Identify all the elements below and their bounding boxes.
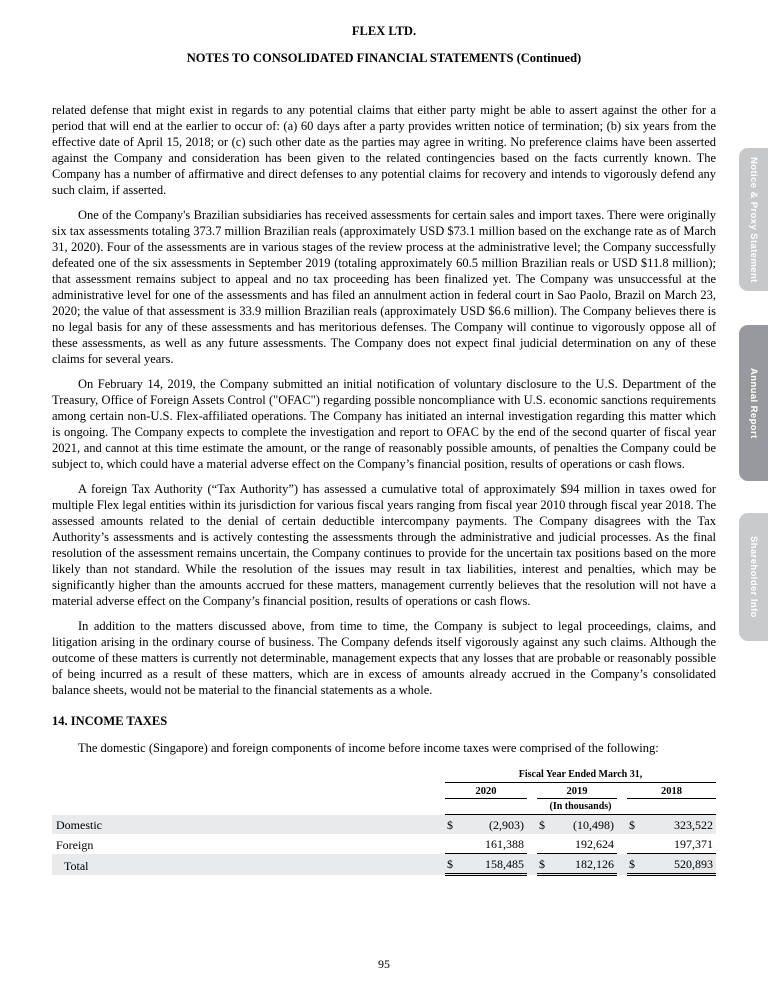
page-number: 95 xyxy=(378,957,390,971)
table-unit-row xyxy=(52,799,716,815)
paragraph-other-legal-matters: In addition to the matters discussed above, from time to time, the Company is subject to legal proceedings, claims, and litigation arising in the ordinary course of business. The Company defends itself vigorously against any such claims. Although the outcome of these matters is currently not determinable, management expects that any losses that are probable or reasonably possible of being incurred as a result of these matters, which are in excess of amounts already accrued in the Company’s consolidated balance sheets, would not be material to the financial statements as a whole. xyxy=(52,619,716,697)
row-label: Foreign xyxy=(56,837,94,852)
amount-cell: 158,485 xyxy=(461,854,527,875)
row-label: Total xyxy=(52,854,445,875)
currency-cell: $ xyxy=(537,815,553,835)
table-row-total xyxy=(52,854,716,875)
row-label: Domestic xyxy=(52,815,445,835)
amount-cell: 192,624 xyxy=(575,837,614,851)
paragraph-legal-defense: related defense that might exist in regards to any potential claims that either party might be able to assert against the other for a period that will end at the earlier to occur of: (a) 60 days after a party provides written notice of termination; (b) six years from the effective date of April 15, 2018; or (c) such other date as the parties may agree in writing. No preference claims have been asserted against the Company and consideration has been given to the related contingencies based on the facts currently known. The Company has a number of affirmative and direct defenses to any potential claims for recovery and intends to vigorously defend any such claim, if asserted. xyxy=(52,103,716,197)
company-title: FLEX LTD. xyxy=(351,24,417,38)
side-tab-label: Notice & Proxy Statement xyxy=(748,156,759,283)
currency-cell: $ xyxy=(537,854,553,875)
year-column-2018: 2018 xyxy=(627,783,716,799)
income-components-table xyxy=(52,768,716,876)
currency-cell: $ xyxy=(627,854,643,875)
fiscal-year-header: Fiscal Year Ended March 31, xyxy=(445,768,716,783)
table-header-row xyxy=(52,768,716,783)
side-tab-label: Shareholder Info xyxy=(748,536,759,618)
side-tab-shareholder-info[interactable] xyxy=(739,513,768,641)
table-years-row xyxy=(52,783,716,799)
paragraph-ofac-disclosure: On February 14, 2019, the Company submitted an initial notification of voluntary disclosure to the U.S. Department of the Treasury, Office of Foreign Assets Control ("OFAC") regarding possible noncompliance with U.S. economic sanctions requirements among certain non-U.S. Flex-affiliated operations. The Company has initiated an internal investigation regarding this matter which is ongoing. The Company expects to complete the investigation and report to OFAC by the end of the second quarter of fiscal year 2021, and cannot at this time estimate the amount, or the range of reasonably possible amounts, of penalties the Company could be subject to, which could have a material adverse effect on the Company’s financial position, results of operations or cash flows. xyxy=(52,377,716,471)
side-tab-notice-proxy-statement[interactable] xyxy=(739,148,768,291)
year-column-2019: 2019 xyxy=(537,783,617,799)
amount-cell: (10,498) xyxy=(553,815,617,835)
amount-cell: 323,522 xyxy=(643,815,716,835)
currency-cell xyxy=(627,834,643,854)
currency-cell xyxy=(445,834,461,854)
amount-cell: (2,903) xyxy=(461,815,527,835)
income-components-table-wrap xyxy=(52,768,716,876)
amount-cell: 197,371 xyxy=(674,837,713,851)
side-tab-label: Annual Report xyxy=(748,367,759,439)
section-heading-income-taxes: 14. INCOME TAXES xyxy=(52,714,168,728)
currency-cell: $ xyxy=(445,815,461,835)
section-intro: The domestic (Singapore) and foreign components of income before income taxes were comprised of the following: xyxy=(78,741,659,755)
year-column-2020: 2020 xyxy=(445,783,527,799)
amount-cell: 182,126 xyxy=(553,854,617,875)
currency-cell xyxy=(537,834,553,854)
document-subtitle: NOTES TO CONSOLIDATED FINANCIAL STATEMENTS (Continued) xyxy=(186,51,582,65)
currency-cell: $ xyxy=(445,854,461,875)
table-row-domestic xyxy=(52,815,716,835)
side-tab-annual-report[interactable] xyxy=(739,325,768,481)
unit-note: (In thousands) xyxy=(445,799,716,815)
currency-cell: $ xyxy=(627,815,643,835)
amount-cell: 520,893 xyxy=(643,854,716,875)
table-row-foreign xyxy=(52,834,716,854)
amount-cell: 161,388 xyxy=(485,837,524,851)
paragraph-brazil-assessments: One of the Company's Brazilian subsidiaries has received assessments for certain sales and import taxes. There were originally six tax assessments totaling 373.7 million Brazilian reals (approximately USD $73.1 million based on the exchange rate as of March 31, 2020). Four of the assessments are in various stages of the review process at the administrative level; the Company successfully defeated one of the six assessments in September 2019 (totaling approximately 60.5 million Brazilian reals or USD $11.8 million); that assessment remains subject to appeal and no tax proceeding has been finalized yet. The Company was unsuccessful at the administrative level for one of the assessments and has filed an annulment action in federal court in Sao Paolo, Brazil on March 23, 2020; the value of that assessment is 33.9 million Brazilian reals (approximately USD $6.6 million). The Company believes there is no legal basis for any of these assessments and has meritorious defenses. The Company will continue to vigorously oppose all of these assessments, as well as any future assessments. The Company does not expect final judicial determination on any of these claims for several years. xyxy=(52,208,716,366)
paragraph-foreign-tax-authority: A foreign Tax Authority (“Tax Authority”) has assessed a cumulative total of approximately $94 million in taxes owed for multiple Flex legal entities within its jurisdiction for various fiscal years ranging from fiscal year 2010 through fiscal year 2018. The assessed amounts related to the denial of certain deductible intercompany payments. The Company disagrees with the Tax Authority’s assessments and is actively contesting the assessments through the administrative and judicial processes. As the final resolution of the assessment remains uncertain, the Company continues to provide for the uncertain tax positions based on the more likely than not standard. While the resolution of the issues may result in tax liabilities, interest and penalties, which may be significantly higher than the amounts accrued for these matters, management currently believes that the resolution will not have a material adverse effect on the Company’s financial position, results of operations or cash flows. xyxy=(52,482,716,608)
document-content xyxy=(52,0,716,876)
